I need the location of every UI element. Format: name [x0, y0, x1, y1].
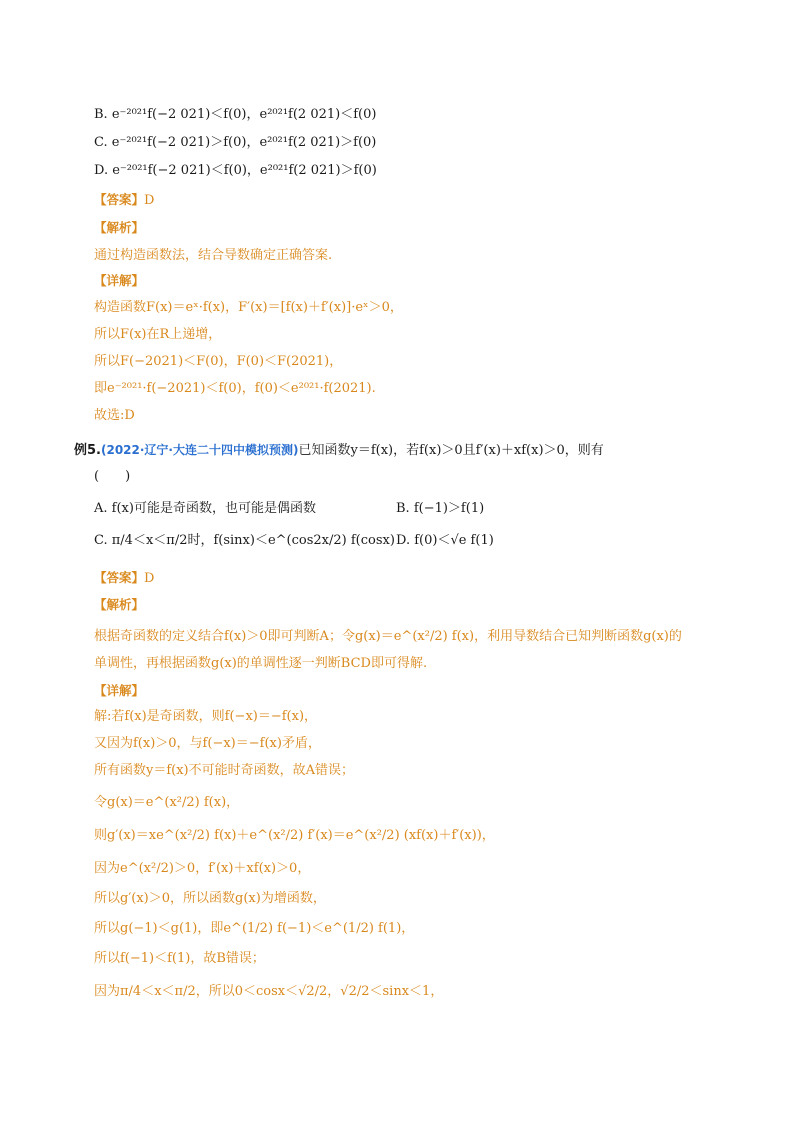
detail-line: 故选:D [94, 408, 135, 423]
option-a: A. f(x)可能是奇函数，也可能是偶函数 [94, 501, 316, 516]
prev-answer [94, 191, 154, 210]
answer-value: D [144, 571, 155, 586]
detail-line: 构造函数F(x)＝eˣ·f(x)，F′(x)＝[f(x)＋f′(x)]·eˣ＞0， [94, 300, 403, 315]
detail-line: 解:若f(x)是奇函数，则f(−x)＝−f(x)， [94, 709, 318, 724]
detail-line: 则g′(x)＝xe^(x²/2) f(x)＋e^(x²/2) f′(x)＝e^(x²/2) (xf(x)＋f′(x))， [94, 828, 495, 843]
detail-line: 令g(x)＝e^(x²/2) f(x)， [94, 795, 240, 810]
detail-line: 所以F(x)在R上递增， [94, 327, 222, 342]
detail-line: 又因为f(x)＞0，与f(−x)＝−f(x)矛盾， [94, 736, 321, 751]
detail-line: 因为π/4＜x＜π/2，所以0＜cosx＜√2/2，√2/2＜sinx＜1， [94, 984, 444, 999]
detail-line: 所以g′(x)＞0，所以函数g(x)为增函数， [94, 891, 326, 906]
answer-tag: 【答案】 [94, 570, 145, 585]
analysis-tag: 【解析】 [94, 597, 145, 612]
question-number: 例5. [74, 443, 101, 458]
detail-line: 所以g(−1)＜g(1)，即e^(1/2) f(−1)＜e^(1/2) f(1)， [94, 921, 415, 936]
answer-value: D [144, 193, 155, 208]
option-d: D. f(0)＜√e f(1) [396, 533, 494, 548]
option-c-prev: C. e⁻²⁰²¹f(−2 021)＞f(0)，e²⁰²¹f(2 021)＞f(0) [94, 135, 377, 150]
analysis-line: 单调性，再根据函数g(x)的单调性逐一判断BCD即可得解. [94, 656, 428, 671]
option-b-prev: B. e⁻²⁰²¹f(−2 021)＜f(0)，e²⁰²¹f(2 021)＜f(0) [94, 107, 377, 122]
analysis-tag: 【解析】 [94, 220, 145, 235]
analysis-text: 通过构造函数法，结合导数确定正确答案. [94, 248, 333, 263]
answer [94, 569, 154, 588]
detail-tag: 【详解】 [94, 273, 145, 288]
detail-line: 所以f(−1)＜f(1)，故B错误； [94, 951, 265, 966]
detail-line: 即e⁻²⁰²¹·f(−2021)＜f(0)，f(0)＜e²⁰²¹·f(2021). [94, 381, 376, 396]
question-heading [74, 441, 604, 460]
answer-tag: 【答案】 [94, 192, 145, 207]
detail-line: 所以F(−2021)＜F(0)，F(0)＜F(2021)， [94, 354, 343, 369]
option-b: B. f(−1)＞f(1) [396, 501, 485, 516]
detail-line: 所有函数y＝f(x)不可能时奇函数，故A错误； [94, 763, 355, 778]
question-paren: ( ) [94, 469, 131, 484]
detail-line: 因为e^(x²/2)＞0，f′(x)＋xf(x)＞0， [94, 861, 311, 876]
detail-tag: 【详解】 [94, 683, 145, 698]
analysis-line: 根据奇函数的定义结合f(x)＞0即可判断A；令g(x)＝e^(x²/2) f(x)，利用导数结合已知判断函数g(x)的 [94, 629, 682, 644]
option-c: C. π/4＜x＜π/2时，f(sinx)＜e^(cos2x/2) f(cosx) [94, 533, 395, 548]
question-stem: 已知函数y＝f(x)，若f(x)＞0且f′(x)＋xf(x)＞0，则有 [298, 443, 604, 458]
question-source: (2022·辽宁·大连二十四中模拟预测) [100, 443, 299, 457]
option-d-prev: D. e⁻²⁰²¹f(−2 021)＜f(0)，e²⁰²¹f(2 021)＞f(0) [94, 163, 377, 178]
